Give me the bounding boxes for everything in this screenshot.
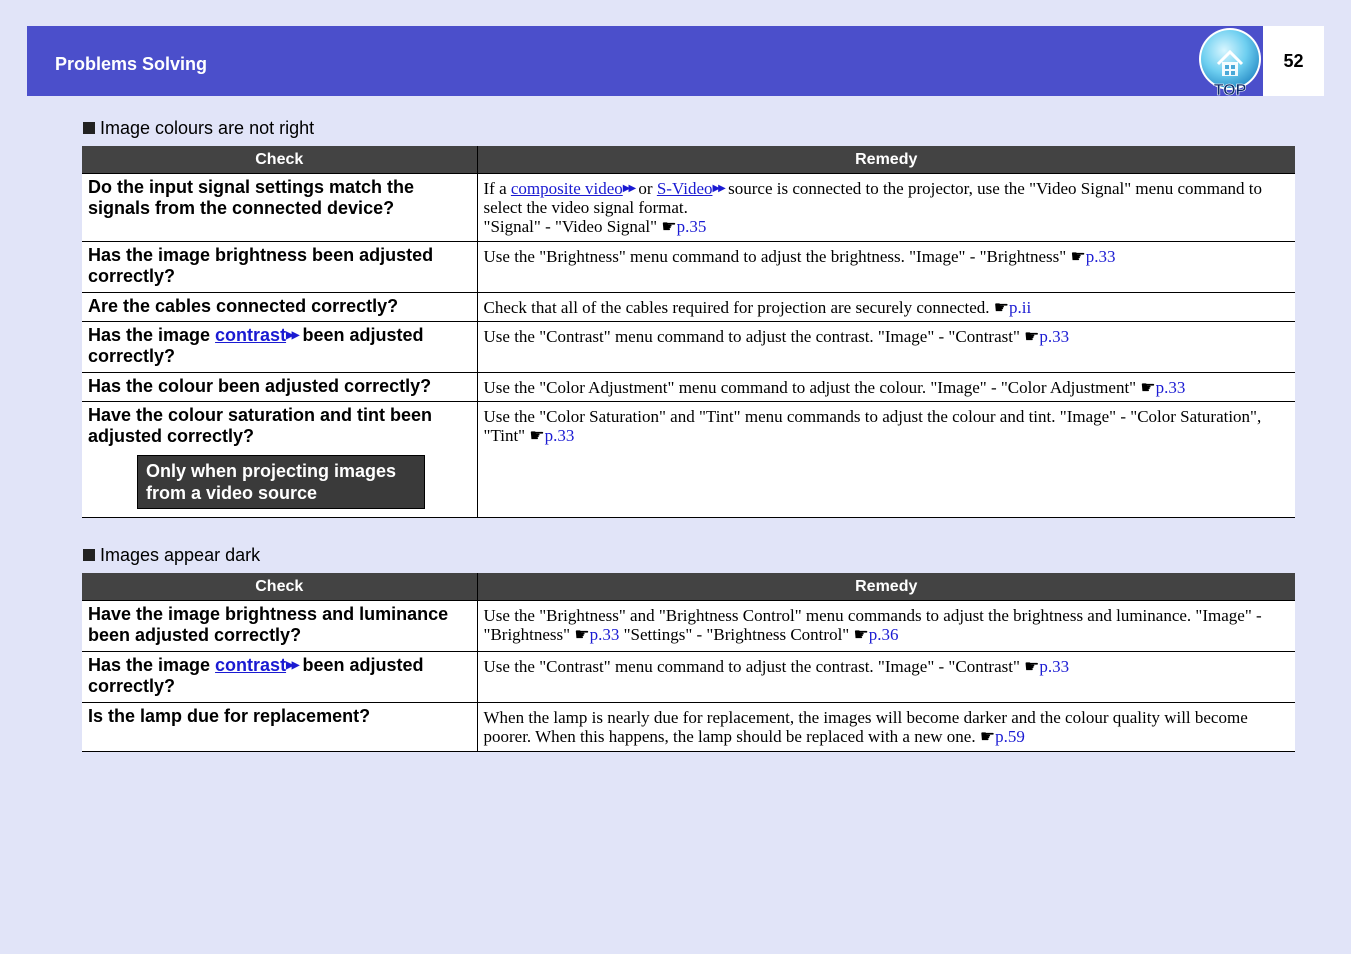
check-cell — [82, 242, 477, 293]
remedy-cell — [477, 373, 1295, 402]
check-cell — [82, 174, 477, 242]
remedy-text: Use the "Color Adjustment" menu command to adjust the colour. "Image" - "Color Adjustment" — [483, 378, 1141, 397]
pointing-hand-icon: ☛ — [574, 625, 590, 644]
remedy-text: Check that all of the cables required for projection are securely connected. — [483, 298, 994, 317]
check-text: Has the image brightness been adjusted correctly? — [88, 245, 434, 286]
remedy-text: "Settings" - "Brightness Control" — [619, 625, 854, 644]
glossary-link-s-video[interactable]: S-Video — [656, 179, 713, 198]
remedy-cell — [477, 174, 1295, 242]
page-reference-link[interactable]: p.33 — [1085, 247, 1116, 266]
bullet-square-icon — [83, 549, 95, 561]
remedy-cell — [477, 601, 1295, 652]
pointing-hand-icon: ☛ — [1070, 247, 1086, 266]
remedy-cell — [477, 293, 1295, 322]
check-text: Has the colour been adjusted correctly? — [88, 376, 432, 396]
table-row — [82, 402, 1295, 518]
pointing-hand-icon: ☛ — [661, 217, 677, 236]
page-reference-link[interactable]: p.33 — [589, 625, 620, 644]
table-header-row — [82, 573, 1295, 601]
page-reference-link[interactable]: p.33 — [1039, 657, 1070, 676]
column-header-remedy: Remedy — [477, 573, 1295, 601]
remedy-text: "Signal" - "Video Signal" — [483, 217, 662, 236]
table-header-row — [82, 146, 1295, 174]
section-title-text: Images appear dark — [100, 545, 261, 565]
column-header-check: Check — [82, 573, 477, 601]
check-text: Has the image — [88, 325, 216, 345]
top-button[interactable] — [1197, 28, 1263, 96]
pointing-hand-icon: ☛ — [979, 727, 996, 746]
check-cell — [82, 402, 477, 518]
glossary-link-contrast[interactable]: contrast — [215, 655, 287, 675]
check-cell — [82, 373, 477, 402]
check-text: Are the cables connected correctly? — [88, 296, 399, 316]
table-row — [82, 373, 1295, 402]
check-text: Has the image — [88, 655, 216, 675]
pointing-hand-icon: ☛ — [1024, 657, 1040, 676]
remedy-text: source is connected to the projector, use the "Video Signal" menu command to select the video signal format. — [483, 179, 1262, 217]
remedy-text: Use the "Brightness" and "Brightness Control" menu commands to adjust the brightness and luminance. "Image" - "Brightness" — [483, 606, 1262, 644]
table-row — [82, 242, 1295, 293]
check-text: been adjusted correctly? — [88, 655, 424, 696]
check-cell — [82, 601, 477, 652]
remedy-text: Use the "Contrast" menu command to adjust the contrast. "Image" - "Contrast" — [483, 327, 1025, 346]
table-row — [82, 322, 1295, 373]
page-reference-link[interactable]: p.36 — [868, 625, 899, 644]
section-title-dark — [83, 545, 260, 566]
check-text: Have the colour saturation and tint been adjusted correctly? — [88, 405, 433, 446]
colours-table — [82, 146, 1295, 518]
check-cell — [82, 703, 477, 752]
top-label: TOP — [1213, 82, 1247, 96]
dark-images-table — [82, 573, 1295, 752]
remedy-text: Use the "Color Saturation" and "Tint" menu commands to adjust the colour and tint. "Image" - "Color Saturation", "Tint" — [483, 407, 1262, 445]
remedy-cell — [477, 322, 1295, 373]
remedy-text: If a — [483, 179, 511, 198]
page-reference-link[interactable]: p.59 — [995, 727, 1025, 746]
double-arrow-icon: ▶▶ — [286, 330, 298, 341]
glossary-link-contrast[interactable]: contrast — [215, 325, 287, 345]
check-text: Do the input signal settings match the signals from the connected device? — [88, 177, 415, 218]
remedy-cell — [477, 402, 1295, 518]
table-row — [82, 174, 1295, 242]
double-arrow-icon: ▶▶ — [622, 183, 635, 194]
remedy-cell — [477, 652, 1295, 703]
top-home-icon — [1197, 28, 1263, 96]
page-number: 52 — [1283, 51, 1304, 71]
page-header — [27, 26, 1263, 96]
check-text: been adjusted correctly? — [88, 325, 424, 366]
remedy-cell — [477, 242, 1295, 293]
double-arrow-icon: ▶▶ — [286, 660, 298, 671]
pointing-hand-icon: ☛ — [993, 298, 1009, 317]
check-cell — [82, 322, 477, 373]
page-number-box — [1263, 26, 1324, 96]
bullet-square-icon — [83, 122, 95, 134]
double-arrow-icon: ▶▶ — [712, 183, 724, 194]
pointing-hand-icon: ☛ — [853, 625, 869, 644]
table-row — [82, 293, 1295, 322]
pointing-hand-icon: ☛ — [1024, 327, 1040, 346]
pointing-hand-icon: ☛ — [529, 426, 545, 445]
page-reference-link[interactable]: p.ii — [1009, 298, 1032, 317]
page-reference-link[interactable]: p.33 — [1155, 378, 1186, 397]
check-text: Is the lamp due for replacement? — [88, 706, 371, 726]
remedy-text: Use the "Contrast" menu command to adjust the contrast. "Image" - "Contrast" — [483, 657, 1025, 676]
column-header-remedy: Remedy — [477, 146, 1295, 174]
section-title-colours — [83, 118, 314, 139]
remedy-cell — [477, 703, 1295, 752]
section-title-text: Image colours are not right — [100, 118, 315, 138]
page-title: Problems Solving — [55, 54, 208, 74]
page-reference-link[interactable]: p.35 — [676, 217, 707, 236]
page-reference-link[interactable]: p.33 — [544, 426, 575, 445]
check-text: Have the image brightness and luminance been adjusted correctly? — [88, 604, 449, 645]
table-row — [82, 652, 1295, 703]
table-row — [82, 601, 1295, 652]
page-reference-link[interactable]: p.33 — [1039, 327, 1070, 346]
video-source-note: Only when projecting images from a video source — [137, 455, 425, 509]
table-row — [82, 703, 1295, 752]
column-header-check: Check — [82, 146, 477, 174]
check-cell — [82, 652, 477, 703]
remedy-text: Use the "Brightness" menu command to adjust the brightness. "Image" - "Brightness" — [483, 247, 1071, 266]
glossary-link-composite-video[interactable]: composite video — [510, 179, 623, 198]
check-cell — [82, 293, 477, 322]
pointing-hand-icon: ☛ — [1140, 378, 1156, 397]
remedy-text: or — [634, 179, 657, 198]
remedy-text: When the lamp is nearly due for replacement, the images will become darker and the colour quality will become poorer. When this happens, the lamp should be replaced with a new one. — [483, 708, 1248, 746]
